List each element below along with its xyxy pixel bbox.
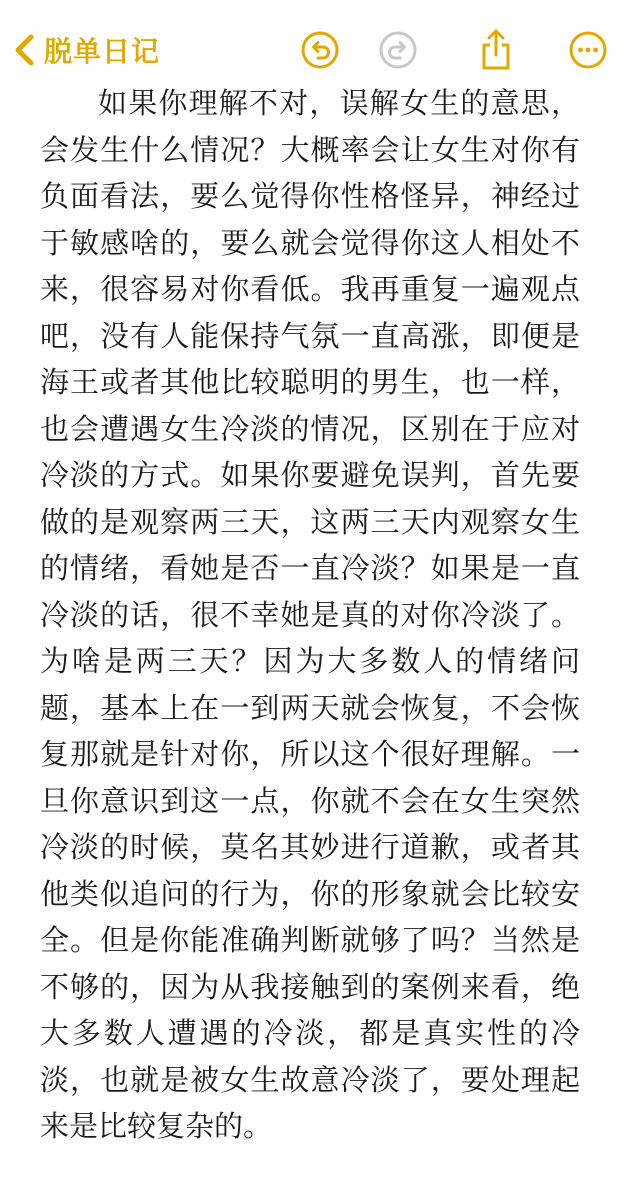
more-icon — [568, 30, 608, 70]
back-button[interactable] — [12, 28, 160, 72]
redo-icon — [378, 30, 418, 70]
chevron-left-icon — [12, 33, 38, 67]
undo-button[interactable] — [298, 28, 342, 72]
share-button[interactable] — [474, 28, 518, 72]
undo-icon — [300, 30, 340, 70]
redo-button[interactable] — [376, 28, 420, 72]
more-button[interactable] — [566, 28, 610, 72]
back-label: 脱单日记 — [44, 35, 161, 68]
share-icon — [478, 28, 514, 72]
note-body[interactable]: 如果你理解不对，误解女生的意思，会发生什么情况？大概率会让女生对你有负面看法，要么觉得你性格怪异，神经过于敏感啥的，要么就会觉得你这人相处不来，很容易对你看低。我再重复一遍观点吧，没有人能保持气氛一直高涨，即便是海王或者其他比较聪明的男生，也一样，也会遭遇女生冷淡的情况，区别在于应对冷淡的方式。如果你要避免误判，首先要做的是观察两三天，这两三天内观察女生的情绪，看她是否一直冷淡？如果是一直冷淡的话，很不幸她是真的对你冷淡了。为啥是两三天？因为大多数人的情绪问题，基本上在一到两天就会恢复，不会恢复那就是针对你，所以这个很好理解。一旦你意识到这一点，你就不会在女生突然冷淡的时候，莫名其妙进行道歉，或者其他类似追问的行为，你的形象就会比较安全。但是你能准确判断就够了吗？当然是不够的，因为从我接触到的案例来看，绝大多数人遭遇的冷淡，都是真实性的冷淡，也就是被女生故意冷淡了，要处理起来是比较复杂的。 — [40, 86, 580, 1143]
